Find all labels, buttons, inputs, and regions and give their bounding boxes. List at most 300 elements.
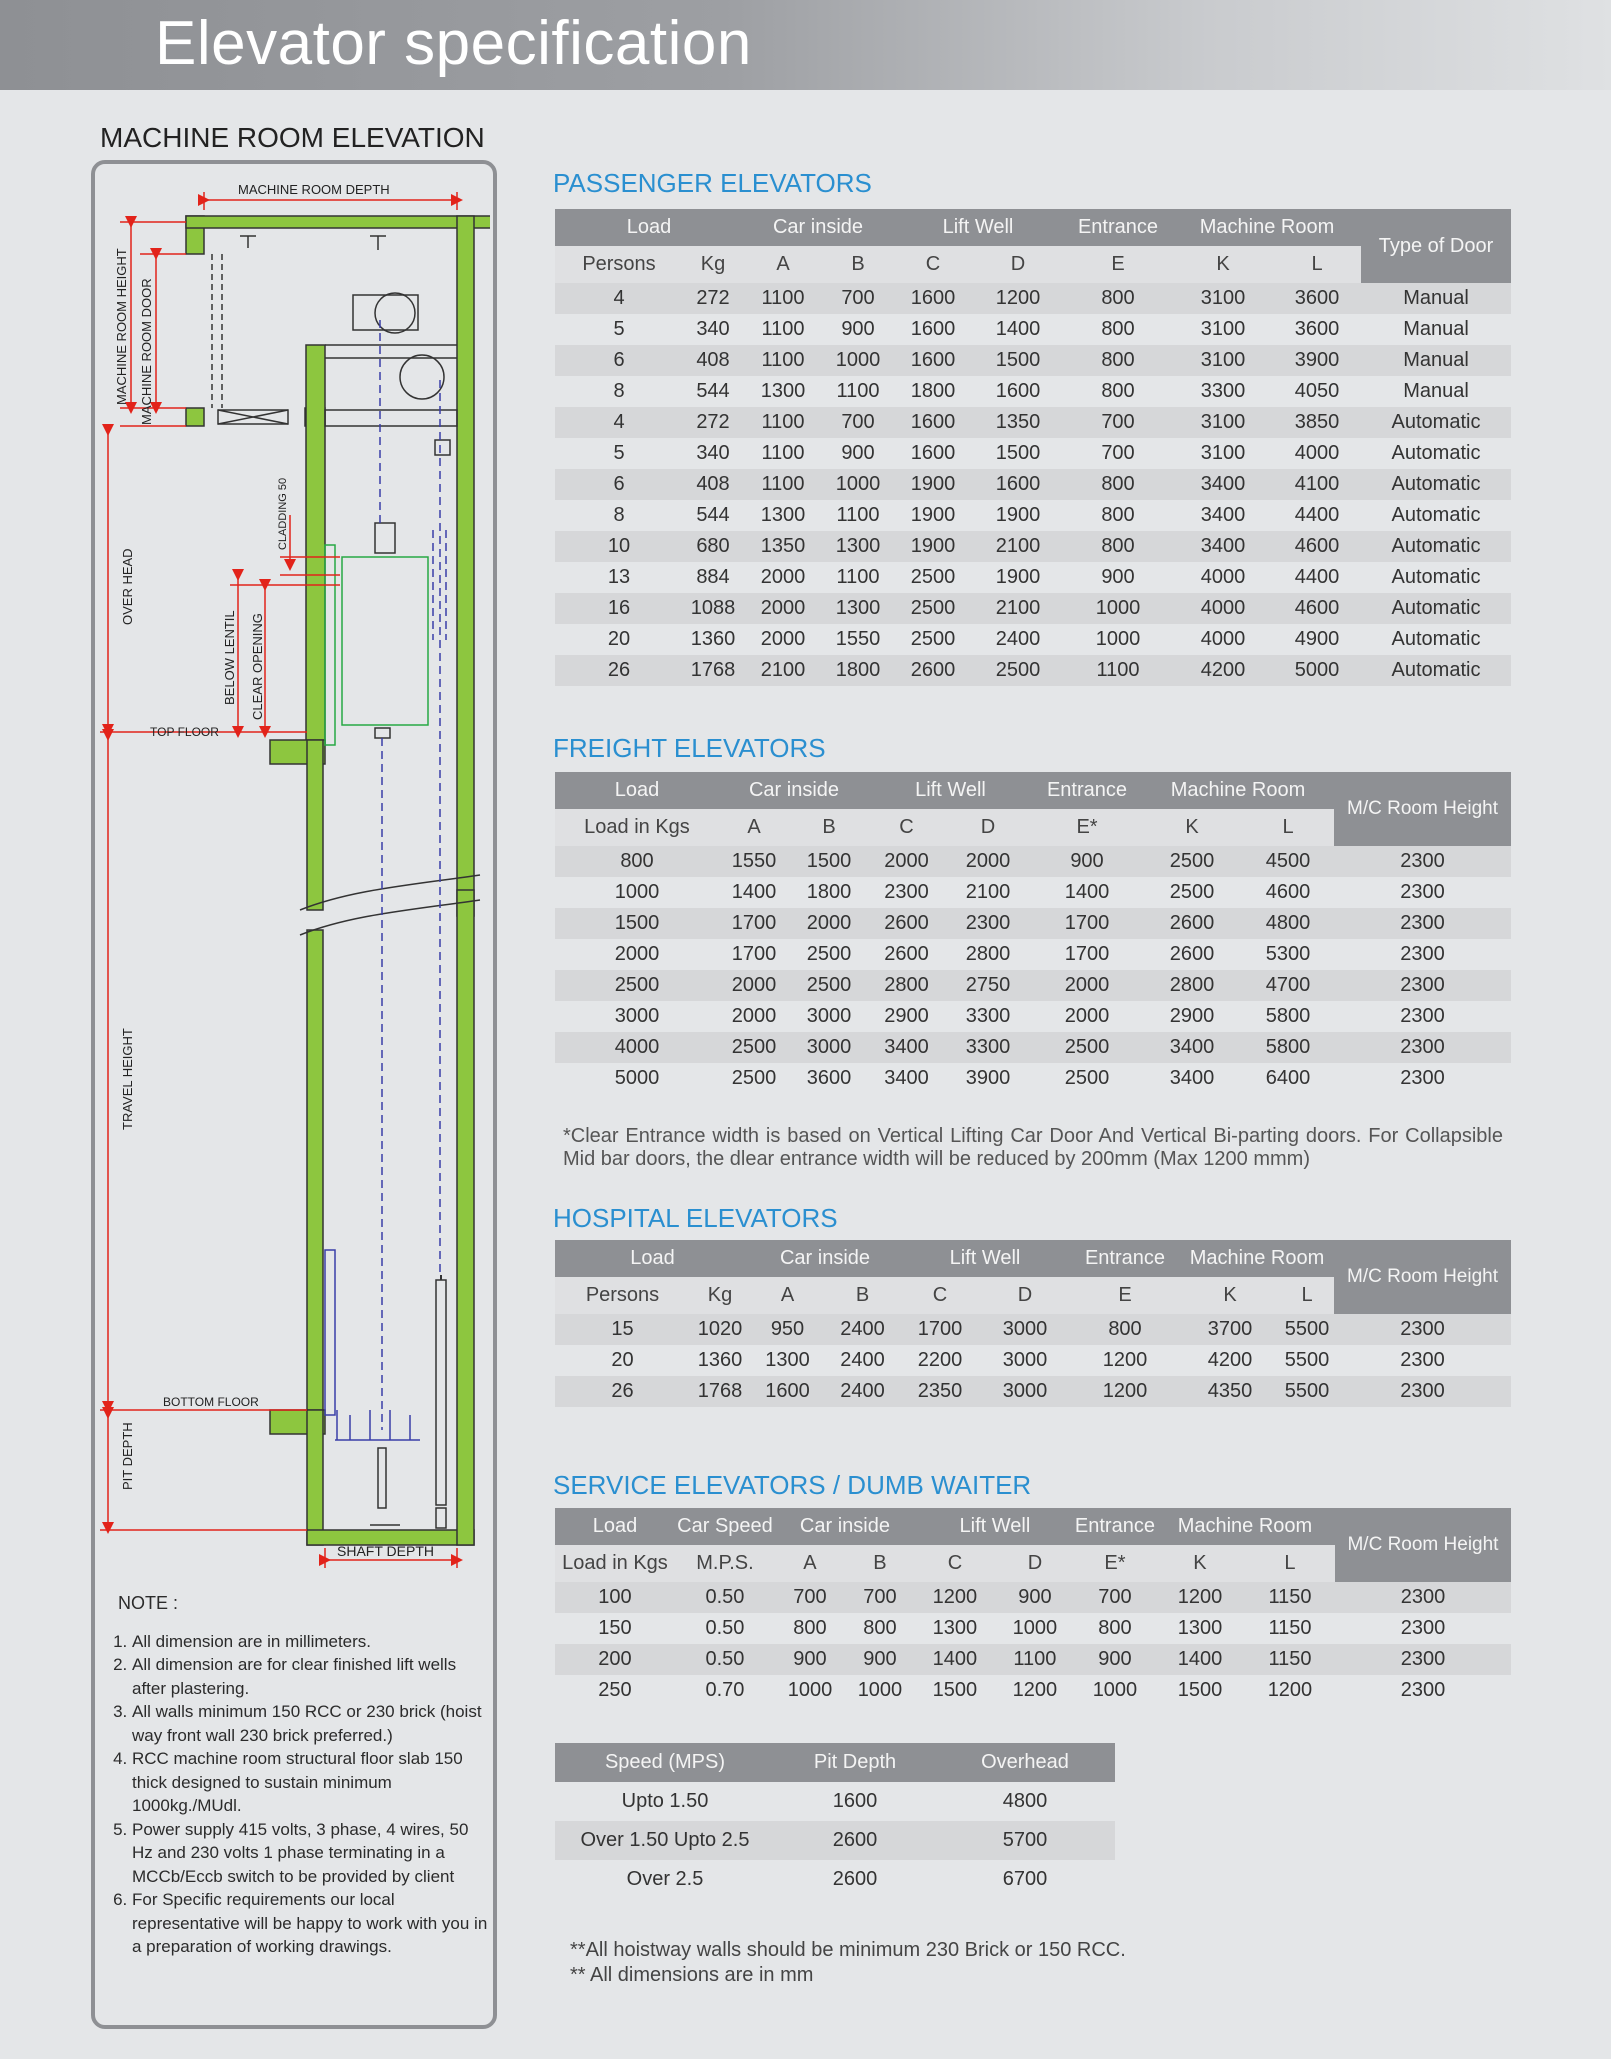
col-group: Machine Room [1142, 772, 1334, 809]
table-cell: 0.50 [675, 1644, 775, 1675]
hospital-title: HOSPITAL ELEVATORS [553, 1203, 838, 1233]
table-cell: 1600 [893, 407, 973, 438]
table-cell: 5800 [1242, 1032, 1334, 1063]
col-header: L [1280, 1277, 1334, 1314]
col-header: D [980, 1277, 1070, 1314]
table-cell: 544 [683, 376, 743, 407]
table-cell: 2100 [973, 531, 1063, 562]
table-cell: 4800 [1002, 1790, 1048, 1812]
table-cell: 1100 [743, 314, 823, 345]
table-cell: 1200 [995, 1675, 1075, 1706]
table-cell: Manual [1361, 314, 1511, 345]
col-header: B [789, 809, 869, 846]
table-cell: 1300 [743, 376, 823, 407]
col-header: Kg [683, 246, 743, 283]
table-cell: 1800 [893, 376, 973, 407]
table-cell: 1000 [823, 469, 893, 500]
table-cell: 1300 [743, 500, 823, 531]
table-cell: 1020 [690, 1314, 750, 1345]
label-travel-height: TRAVEL HEIGHT [120, 1028, 135, 1130]
table-cell: 2400 [825, 1376, 900, 1407]
table-cell: 2200 [900, 1345, 980, 1376]
col-group: Lift Well [900, 1240, 1070, 1277]
table-cell: Over 1.50 Upto 2.5 [555, 1821, 775, 1860]
col-group: Lift Well [893, 209, 1063, 246]
table-cell: 1150 [1245, 1582, 1335, 1613]
table-cell: 3300 [1173, 376, 1273, 407]
col-header: Pit Depth [775, 1743, 935, 1782]
col-group: Car inside [750, 1240, 900, 1277]
table-cell: Over 2.5 [626, 1868, 704, 1890]
label-machine-room-height: MACHINE ROOM HEIGHT [114, 248, 129, 405]
table-cell: 4200 [1180, 1345, 1280, 1376]
table-cell: 3400 [1173, 531, 1273, 562]
table-cell: 16 [555, 593, 683, 624]
table-cell: 2500 [1032, 1063, 1142, 1094]
table-cell: 1900 [893, 500, 973, 531]
table-cell: 1600 [893, 314, 973, 345]
table-cell: 1550 [823, 624, 893, 655]
table-cell: Automatic [1361, 469, 1511, 500]
table-cell: 800 [845, 1613, 915, 1644]
table-cell: 3900 [944, 1063, 1032, 1094]
table-cell: Automatic [1361, 562, 1511, 593]
diagram-title: MACHINE ROOM ELEVATION [100, 122, 485, 153]
table-row [555, 314, 1511, 345]
table-cell: 800 [1063, 531, 1173, 562]
table-cell: 2500 [789, 939, 869, 970]
table-cell: 2500 [1142, 877, 1242, 908]
table-row [555, 624, 1511, 655]
table-cell: 680 [683, 531, 743, 562]
label-machine-room-depth: MACHINE ROOM DEPTH [238, 182, 390, 197]
table-cell: 544 [683, 500, 743, 531]
notes-heading: NOTE : [118, 1593, 179, 1613]
table-cell: 800 [555, 846, 719, 877]
table-cell: 4100 [1273, 469, 1361, 500]
table-cell: 340 [683, 314, 743, 345]
table-cell: 4000 [555, 1032, 719, 1063]
col-group: Load [555, 209, 743, 246]
table-cell: 340 [683, 438, 743, 469]
passenger-table [555, 209, 1511, 686]
table-cell: 2500 [893, 624, 973, 655]
table-cell: 272 [683, 283, 743, 314]
table-cell: 800 [775, 1613, 845, 1644]
notes-list [100, 1630, 490, 1959]
table-cell: 3600 [789, 1063, 869, 1094]
table-cell: 800 [1063, 345, 1173, 376]
table-row [555, 1675, 1511, 1706]
table-cell: 408 [683, 469, 743, 500]
col-group: Machine Room [1180, 1240, 1334, 1277]
table-cell: 3300 [944, 1032, 1032, 1063]
table-cell: 1100 [823, 500, 893, 531]
table-cell: 1500 [789, 846, 869, 877]
table-cell: 700 [1063, 438, 1173, 469]
table-cell: 2000 [743, 624, 823, 655]
freight-footnote: *Clear Entrance width is based on Vertical Lifting Car Door And Vertical Bi-parting doors. For Collapsible Mid bar doors, the dlear entrance width will be reduced by 200mm (Max 1200 mmm) [563, 1125, 1503, 1170]
col-header: Load in Kgs [555, 809, 719, 846]
table-row [555, 1063, 1511, 1094]
table-cell: 272 [683, 407, 743, 438]
note-item: 2. All dimension are for clear finished lift wells after plastering. [132, 1653, 490, 1700]
table-cell: 3600 [1273, 314, 1361, 345]
col-header: C [869, 809, 944, 846]
table-cell: 2000 [869, 846, 944, 877]
table-cell: 1000 [1063, 593, 1173, 624]
table-cell: 1100 [995, 1644, 1075, 1675]
table-cell: 2600 [869, 939, 944, 970]
header-banner [0, 0, 1611, 90]
table-cell: 1900 [973, 500, 1063, 531]
table-cell: 2600 [1142, 939, 1242, 970]
table-cell: 5 [555, 314, 683, 345]
table-cell: 2750 [944, 970, 1032, 1001]
table-cell: 900 [823, 438, 893, 469]
table-cell: 3000 [555, 1001, 719, 1032]
table-cell: 2400 [973, 624, 1063, 655]
table-cell: 3400 [1173, 500, 1273, 531]
lift-car [325, 545, 428, 745]
table-cell: 1500 [915, 1675, 995, 1706]
table-cell: 1200 [1070, 1345, 1180, 1376]
hospital-table [555, 1240, 1511, 1407]
table-cell: 3100 [1173, 345, 1273, 376]
table-cell: 2300 [1334, 846, 1511, 877]
table-cell: 1300 [823, 593, 893, 624]
table-cell: 2300 [1334, 877, 1511, 908]
table-cell: 1700 [719, 939, 789, 970]
table-cell: 1400 [973, 314, 1063, 345]
table-cell: 3400 [869, 1032, 944, 1063]
table-cell: 2300 [1334, 1314, 1511, 1345]
table-cell: 700 [1063, 407, 1173, 438]
table-row [555, 877, 1511, 908]
col-header: B [845, 1545, 915, 1582]
table-cell: 4500 [1242, 846, 1334, 877]
table-cell: 2600 [869, 908, 944, 939]
table-cell: 1500 [1155, 1675, 1245, 1706]
table-cell: 1700 [1032, 939, 1142, 970]
table-cell: 8 [555, 376, 683, 407]
freight-title: FREIGHT ELEVATORS [553, 733, 826, 763]
table-cell: 2100 [743, 655, 823, 686]
label-machine-room-door: MACHINE ROOM DOOR [139, 278, 154, 425]
table-cell: 2400 [825, 1345, 900, 1376]
table-cell: 2000 [743, 593, 823, 624]
table-cell: Automatic [1361, 500, 1511, 531]
table-cell: 1100 [743, 283, 823, 314]
table-cell: 1700 [1032, 908, 1142, 939]
table-cell: 1150 [1245, 1613, 1335, 1644]
table-cell: Manual [1361, 376, 1511, 407]
table-cell: 2100 [944, 877, 1032, 908]
table-cell: 1000 [775, 1675, 845, 1706]
table-cell: 5700 [935, 1821, 1115, 1860]
table-row [555, 1613, 1511, 1644]
table-cell: 13 [555, 562, 683, 593]
table-row [555, 1376, 1511, 1407]
table-cell: 1600 [973, 469, 1063, 500]
endnote-line: **All hoistway walls should be minimum 230 Brick or 150 RCC. [570, 1939, 1126, 1961]
table-cell: 800 [1075, 1613, 1155, 1644]
table-cell: 900 [995, 1582, 1075, 1613]
table-cell: 3400 [1142, 1063, 1242, 1094]
passenger-rows [555, 283, 1511, 686]
col-header: Load in Kgs [555, 1545, 675, 1582]
table-cell: 4600 [1273, 531, 1361, 562]
table-cell: 0.70 [675, 1675, 775, 1706]
table-cell: 2900 [869, 1001, 944, 1032]
table-cell: 2800 [944, 939, 1032, 970]
table-row [555, 1821, 1115, 1860]
table-row [555, 1001, 1511, 1032]
table-cell: 2600 [1142, 908, 1242, 939]
table-cell: 1900 [893, 469, 973, 500]
col-header: L [1245, 1545, 1335, 1582]
table-cell: 3000 [980, 1345, 1070, 1376]
freight-table [555, 772, 1511, 1094]
col-header: D [944, 809, 1032, 846]
col-header: K [1180, 1277, 1280, 1314]
col-header: Overhead [935, 1743, 1115, 1782]
table-cell: 5800 [1242, 1001, 1334, 1032]
table-cell: Automatic [1361, 655, 1511, 686]
table-cell: 1400 [1032, 877, 1142, 908]
table-cell: Upto 1.50 [621, 1790, 709, 1812]
col-header: Speed (MPS) [555, 1743, 775, 1782]
col-header: B [825, 1277, 900, 1314]
table-row [555, 1860, 1115, 1899]
hospital-rows [555, 1314, 1511, 1407]
table-cell: 1100 [823, 376, 893, 407]
col-header: C [915, 1545, 995, 1582]
table-cell: 2000 [1032, 1001, 1142, 1032]
col-group: Lift Well [915, 1508, 1075, 1545]
table-cell: 3100 [1173, 314, 1273, 345]
freight-rows [555, 846, 1511, 1094]
table-row [555, 908, 1511, 939]
table-row [555, 500, 1511, 531]
table-cell: 1300 [823, 531, 893, 562]
table-cell: 4800 [1242, 908, 1334, 939]
table-cell: 3100 [1173, 407, 1273, 438]
table-cell: 4000 [1173, 593, 1273, 624]
col-header: K [1155, 1545, 1245, 1582]
table-cell: 3400 [869, 1063, 944, 1094]
col-header: E* [1032, 809, 1142, 846]
table-cell: 4350 [1180, 1376, 1280, 1407]
table-cell: 3100 [1173, 438, 1273, 469]
table-cell: 1000 [995, 1613, 1075, 1644]
table-cell: 2500 [893, 562, 973, 593]
table-row [555, 1314, 1511, 1345]
note-item: 6. For Specific requirements our local representative will be happy to work with you in a preparation of working drawings. [132, 1888, 490, 1959]
table-cell: 3000 [980, 1376, 1070, 1407]
table-cell: 3700 [1180, 1314, 1280, 1345]
table-cell: 2000 [719, 1001, 789, 1032]
table-cell: 1600 [832, 1790, 878, 1812]
table-cell: 1768 [683, 655, 743, 686]
speed-rows [555, 1782, 1115, 1899]
table-cell: 2000 [1032, 970, 1142, 1001]
col-group: M/C Room Height [1334, 1240, 1511, 1314]
col-header: L [1242, 809, 1334, 846]
table-cell: 1800 [823, 655, 893, 686]
table-cell: 2300 [1334, 1063, 1511, 1094]
table-cell: 1500 [973, 438, 1063, 469]
table-cell: 2300 [1334, 908, 1511, 939]
table-cell: 20 [555, 624, 683, 655]
table-cell: Automatic [1361, 438, 1511, 469]
table-cell: 6 [555, 469, 683, 500]
machine-room-elevation-diagram [100, 170, 490, 1570]
table-row [555, 376, 1511, 407]
col-header: M.P.S. [675, 1545, 775, 1582]
table-cell: 2100 [973, 593, 1063, 624]
col-group: Machine Room [1155, 1508, 1335, 1545]
col-group: M/C Room Height [1335, 1508, 1511, 1582]
table-row [555, 438, 1511, 469]
table-row [555, 407, 1511, 438]
table-cell: 2500 [555, 970, 719, 1001]
table-cell: 100 [555, 1582, 675, 1613]
col-group: Car inside [719, 772, 869, 809]
table-cell: 1600 [893, 438, 973, 469]
endnote-line: ** All dimensions are in mm [570, 1964, 814, 1986]
label-below-lentil: BELOW LENTIL [222, 610, 237, 705]
table-cell: 2350 [900, 1376, 980, 1407]
table-cell: 900 [1075, 1644, 1155, 1675]
table-cell: 2600 [832, 1868, 878, 1890]
table-cell: 2400 [825, 1314, 900, 1345]
col-group: M/C Room Height [1334, 772, 1511, 846]
table-cell: 2300 [869, 877, 944, 908]
service-rows [555, 1582, 1511, 1706]
table-cell: 1200 [915, 1582, 995, 1613]
col-header: L [1273, 246, 1361, 283]
table-cell: 700 [1075, 1582, 1155, 1613]
table-cell: 150 [555, 1613, 675, 1644]
col-header: Persons [555, 1277, 690, 1314]
table-cell: 950 [750, 1314, 825, 1345]
table-cell: 1000 [823, 345, 893, 376]
service-table [555, 1508, 1511, 1706]
table-cell: 2000 [944, 846, 1032, 877]
table-cell: 1800 [789, 877, 869, 908]
table-cell: 800 [1070, 1314, 1180, 1345]
table-cell: 1600 [973, 376, 1063, 407]
table-cell: 6400 [1242, 1063, 1334, 1094]
col-header: B [823, 246, 893, 283]
table-cell: 1300 [1155, 1613, 1245, 1644]
table-cell: 3000 [789, 1001, 869, 1032]
table-cell: 2300 [1335, 1582, 1511, 1613]
label-cladding: CLADDING 50 [277, 477, 289, 550]
table-cell: 2600 [893, 655, 973, 686]
table-cell: 26 [555, 1376, 690, 1407]
table-cell: 3100 [1173, 283, 1273, 314]
notes-block [100, 1592, 490, 1959]
col-header: E* [1075, 1545, 1155, 1582]
table-cell: Automatic [1361, 407, 1511, 438]
table-cell: 15 [555, 1314, 690, 1345]
speed-table [555, 1743, 1115, 1899]
table-cell: 5000 [555, 1063, 719, 1094]
note-item: 1. All dimension are in millimeters. [132, 1630, 490, 1654]
table-cell: 2900 [1142, 1001, 1242, 1032]
table-row [555, 970, 1511, 1001]
label-shaft-depth: SHAFT DEPTH [337, 1543, 434, 1559]
table-cell: 2500 [1142, 846, 1242, 877]
table-cell: 800 [1063, 283, 1173, 314]
label-over-head: OVER HEAD [120, 548, 135, 625]
page-title: Elevator specification [155, 9, 752, 78]
table-cell: 1000 [1063, 624, 1173, 655]
table-cell: 3400 [1142, 1032, 1242, 1063]
endnotes [570, 1938, 1126, 1988]
table-cell: 2000 [789, 908, 869, 939]
table-cell: 2000 [743, 562, 823, 593]
note-item: 3. All walls minimum 150 RCC or 230 brick (hoist way front wall 230 brick preferred.) [132, 1700, 490, 1747]
col-header: K [1173, 246, 1273, 283]
table-cell: 4000 [1173, 624, 1273, 655]
table-cell: 200 [555, 1644, 675, 1675]
table-cell: 3000 [980, 1314, 1070, 1345]
col-header: C [893, 246, 973, 283]
table-cell: 1700 [900, 1314, 980, 1345]
table-cell: 2500 [1032, 1032, 1142, 1063]
table-cell: 5500 [1280, 1376, 1334, 1407]
table-cell: 2500 [789, 970, 869, 1001]
table-cell: 2300 [1335, 1675, 1511, 1706]
table-cell: 1400 [915, 1644, 995, 1675]
table-cell: 2800 [1142, 970, 1242, 1001]
col-header: A [719, 809, 789, 846]
table-cell: 0.50 [675, 1613, 775, 1644]
table-cell: 1088 [683, 593, 743, 624]
table-cell: 5000 [1273, 655, 1361, 686]
table-cell: Manual [1361, 345, 1511, 376]
table-cell: 1550 [719, 846, 789, 877]
table-cell: 1200 [1070, 1376, 1180, 1407]
table-row [555, 1345, 1511, 1376]
table-cell: 1000 [1075, 1675, 1155, 1706]
table-cell: 884 [683, 562, 743, 593]
table-cell: 1350 [743, 531, 823, 562]
table-cell: 408 [683, 345, 743, 376]
table-row [555, 469, 1511, 500]
table-row [555, 1582, 1511, 1613]
table-cell: 4600 [1273, 593, 1361, 624]
table-cell: 1000 [845, 1675, 915, 1706]
table-cell: 1400 [1155, 1644, 1245, 1675]
table-cell: 1360 [683, 624, 743, 655]
table-row [555, 1032, 1511, 1063]
table-cell: 2500 [719, 1032, 789, 1063]
table-cell: 5500 [1280, 1314, 1334, 1345]
table-cell: 4000 [1273, 438, 1361, 469]
table-cell: 1200 [1155, 1582, 1245, 1613]
table-cell: Automatic [1361, 624, 1511, 655]
table-cell: 2300 [1334, 939, 1511, 970]
table-cell: 4700 [1242, 970, 1334, 1001]
table-row [555, 1644, 1511, 1675]
table-cell: 2300 [1334, 1001, 1511, 1032]
col-header: K [1142, 809, 1242, 846]
table-cell: 800 [1063, 376, 1173, 407]
